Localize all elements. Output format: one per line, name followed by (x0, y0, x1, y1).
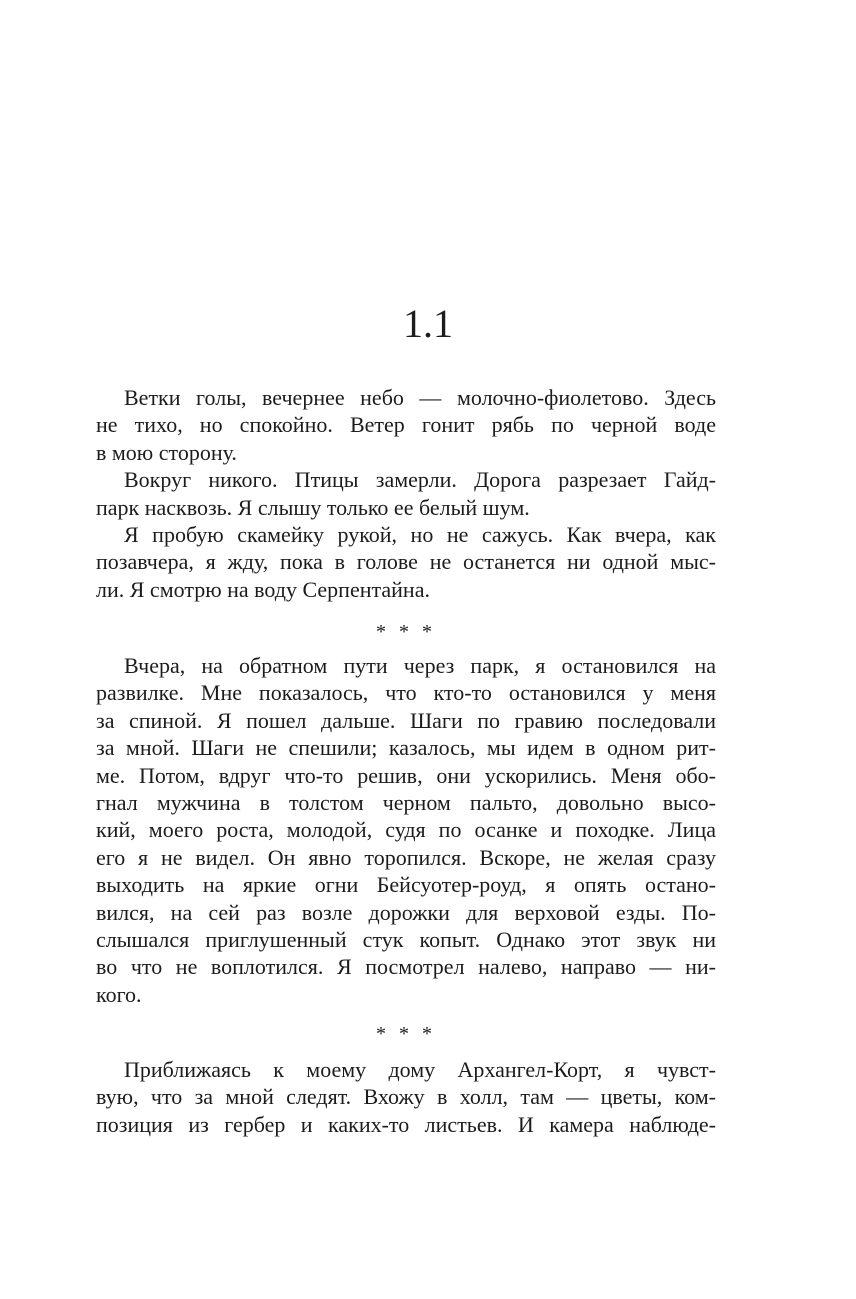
text-line: развилке. Мне показалось, что кто-то остановился у меня (96, 680, 716, 706)
text-line: ли. Я смотрю на воду Серпентайна. (96, 576, 430, 602)
text-line: его я не видел. Он явно торопился. Вскоре, не желая сразу (96, 844, 716, 870)
text-line: не тихо, но спокойно. Ветер гонит рябь по черной воде (96, 412, 716, 438)
text-line: за спиной. Я пошел дальше. Шаги по гравию последовали (96, 707, 716, 733)
text-line: Ветки голы, вечернее небо — молочно-фиолетово. Здесь (124, 385, 716, 410)
text-line: в мою сторону. (96, 439, 237, 465)
text-line: позиция из гербер и каких-то листьев. И камера наблюде- (96, 1111, 716, 1137)
text-line: кого. (96, 981, 142, 1007)
text-line: кий, моего роста, молодой, судя по осанке и походке. Лица (96, 817, 716, 843)
text-line: Вокруг никого. Птицы замерли. Дорога разрезает Гайд- (124, 467, 716, 493)
chapter-title: 1.1 (403, 301, 453, 346)
text-line: ме. Потом, вдруг что-то решив, они ускорились. Меня обо- (96, 762, 716, 788)
text-line: вую, что за мной следят. Вхожу в холл, там — цветы, ком- (96, 1084, 716, 1110)
section-3 (96, 1056, 716, 1138)
text-line: позавчера, я жду, пока в голове не останется ни одной мыс- (96, 549, 716, 575)
text-line: выходить на яркие огни Бейсуотер-роуд, я опять остано- (96, 872, 716, 898)
scene-break: * * * (376, 621, 436, 643)
section-2 (96, 652, 716, 1008)
section-1 (96, 384, 716, 603)
text-line: парк насквозь. Я слышу только ее белый шум. (96, 494, 530, 520)
text-line: во что не воплотился. Я посмотрел налево, направо — ни- (96, 954, 716, 980)
text-line: за мной. Шаги не спешили; казалось, мы идем в одном рит- (96, 735, 716, 761)
text-line: Вчера, на обратном пути через парк, я остановился на (124, 653, 716, 678)
text-line: слышался приглушенный стук копыт. Однако этот звук ни (96, 926, 716, 952)
text-line: Приближаясь к моему дому Архангел-Корт, я чувст- (124, 1057, 716, 1082)
scene-break: * * * (376, 1023, 436, 1045)
text-line: Я пробую скамейку рукой, но не сажусь. Как вчера, как (124, 521, 716, 547)
text-line: вился, на сей раз возле дорожки для верховой езды. По- (96, 899, 716, 925)
text-line: гнал мужчина в толстом черном пальто, довольно высо- (96, 789, 716, 815)
